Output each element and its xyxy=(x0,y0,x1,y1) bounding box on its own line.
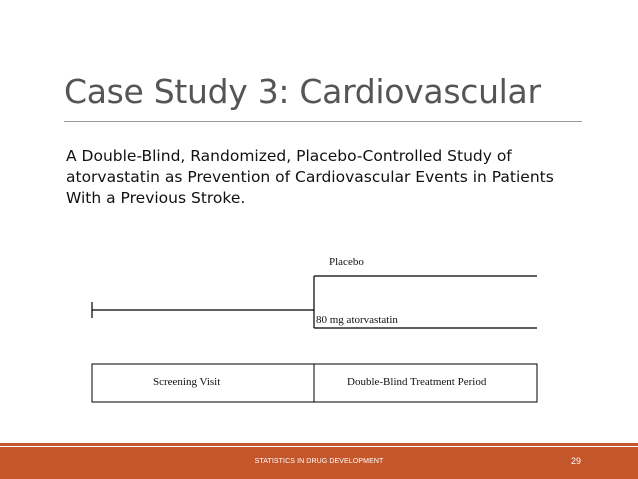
footer-text: STATISTICS IN DRUG DEVELOPMENT xyxy=(254,458,384,465)
footer-bar xyxy=(0,447,638,479)
page-number: 29 xyxy=(570,456,581,466)
phase-label-screening: Screening Visit xyxy=(153,376,221,388)
arm-label-atorvastatin: 80 mg atorvastatin xyxy=(316,314,398,326)
phase-label-treatment: Double-Blind Treatment Period xyxy=(347,376,487,388)
slide-title: Case Study 3: Cardiovascular xyxy=(64,72,541,111)
arm-label-placebo: Placebo xyxy=(329,256,364,268)
slide-subtitle: A Double-Blind, Randomized, Placebo-Controlled Study of atorvastatin as Prevention of Cardiovascular Events in Patients With a Previous Stroke. xyxy=(66,147,554,207)
